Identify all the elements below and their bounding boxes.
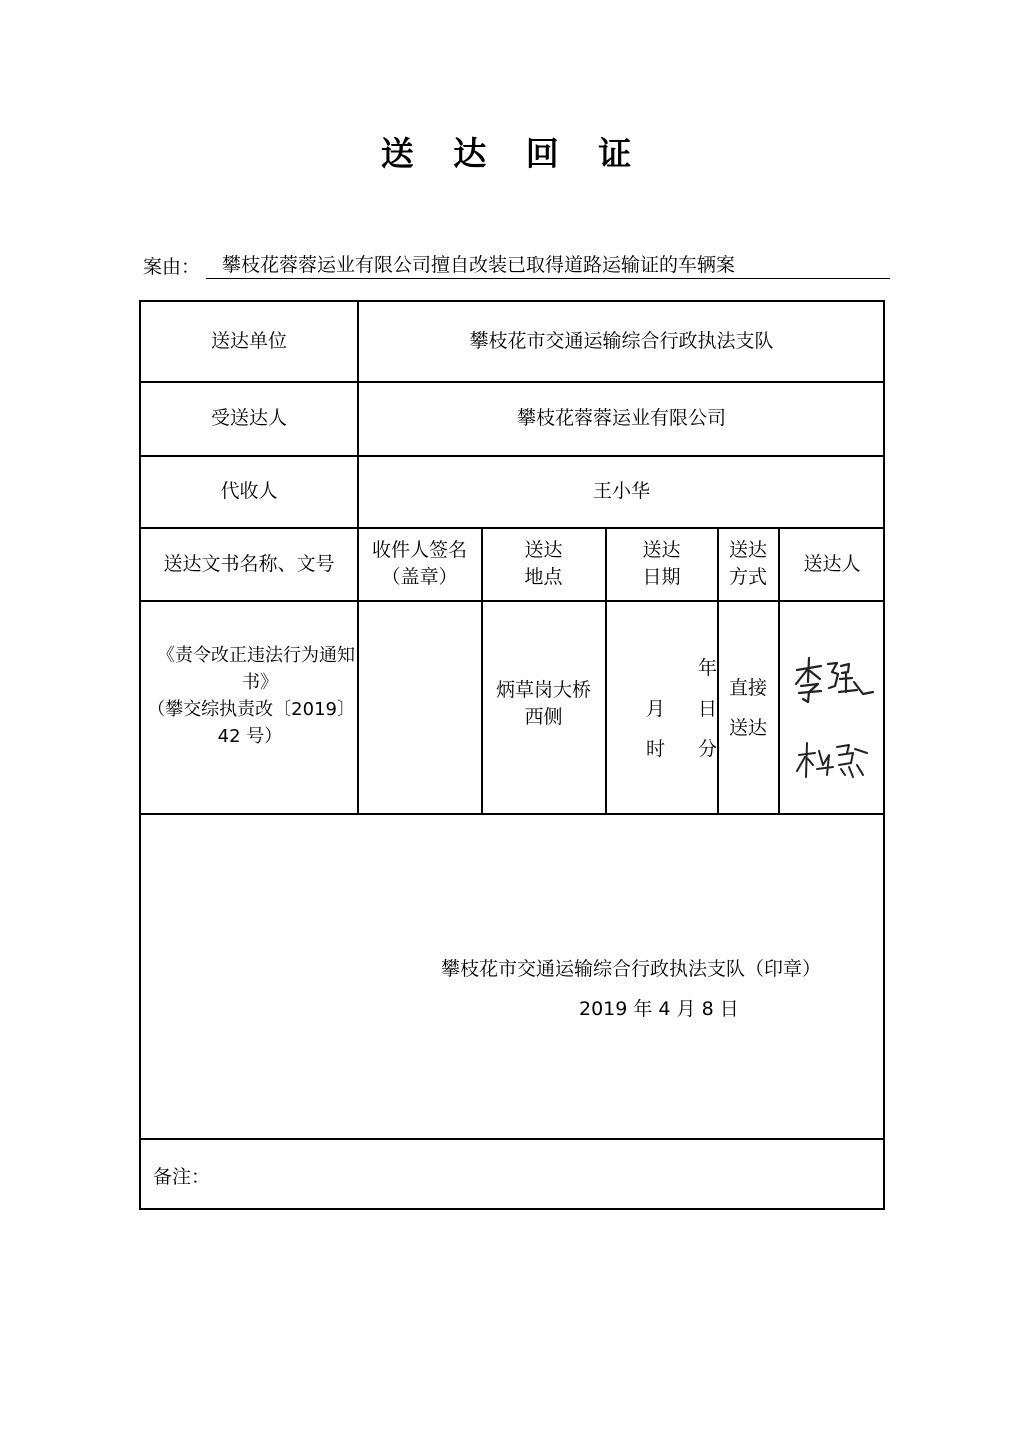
issuer-seal-text: 攀枝花市交通运输综合行政执法支队（印章） [441, 958, 822, 980]
date-day-label: 日 [698, 698, 718, 720]
place-line1: 炳草岗大桥 [495, 679, 591, 701]
doc-name-cell [141, 642, 357, 762]
place-line2: 西侧 [524, 706, 563, 728]
row-divider [141, 600, 883, 602]
signer-header [358, 528, 481, 600]
place-header [482, 528, 605, 600]
signer-header-line1: 收件人签名 [371, 539, 467, 561]
method-header-line1: 送达 [728, 539, 767, 561]
signer-header-line2: （盖章） [381, 566, 458, 588]
method-line1: 直接 [728, 677, 767, 699]
case-value: 攀枝花蓉蓉运业有限公司擅自改装已取得道路运输证的车辆案 [206, 250, 890, 279]
date-hour-label: 时 [646, 738, 666, 760]
document-title: 送 达 回 证 [380, 134, 646, 173]
method-line2: 送达 [728, 717, 767, 739]
deliverer-signature-2 [793, 735, 873, 787]
place-header-line2: 地点 [524, 566, 563, 588]
service-receipt-form [139, 300, 885, 1210]
recipient-value: 攀枝花蓉蓉运业有限公司 [516, 407, 726, 429]
method-header-line2: 方式 [728, 566, 767, 588]
date-month-label: 月 [646, 698, 666, 720]
deliverer-signature-1 [791, 652, 877, 708]
method-header [718, 528, 778, 600]
doc-number-line1: （攀交综执责改〔2019〕 [147, 699, 355, 720]
date-header-line1: 送达 [642, 539, 681, 561]
date-minute-label: 分 [698, 738, 718, 760]
signer-signature-cell [358, 601, 481, 813]
sender-unit-value: 攀枝花市交通运输综合行政执法支队 [469, 330, 774, 352]
place-header-line1: 送达 [524, 539, 563, 561]
doc-name-line1: 《责令改正违法行为通知 [157, 645, 355, 666]
doc-number-line2: 42 号） [217, 726, 283, 747]
date-header-line2: 日期 [642, 566, 681, 588]
doc-name-header: 送达文书名称、文号 [163, 552, 335, 575]
sender-unit-label: 送达单位 [210, 330, 287, 352]
agent-value: 王小华 [592, 480, 650, 502]
date-year-label: 年 [698, 657, 718, 679]
doc-name-line2: 书》 [242, 672, 278, 693]
delivery-date-cell [606, 601, 717, 813]
date-header [606, 528, 717, 600]
agent-label: 代收人 [220, 480, 278, 502]
deliverer-header: 送达人 [803, 552, 861, 575]
case-label: 案由： [143, 256, 201, 278]
issue-date: 2019 年 4 月 8 日 [579, 998, 739, 1020]
delivery-method-cell [718, 674, 778, 742]
row-divider [141, 813, 883, 815]
row-divider [141, 1138, 883, 1140]
delivery-place-cell [482, 674, 605, 734]
case-cause [143, 250, 890, 279]
recipient-label: 受送达人 [210, 407, 287, 429]
remark-label: 备注： [153, 1166, 211, 1188]
